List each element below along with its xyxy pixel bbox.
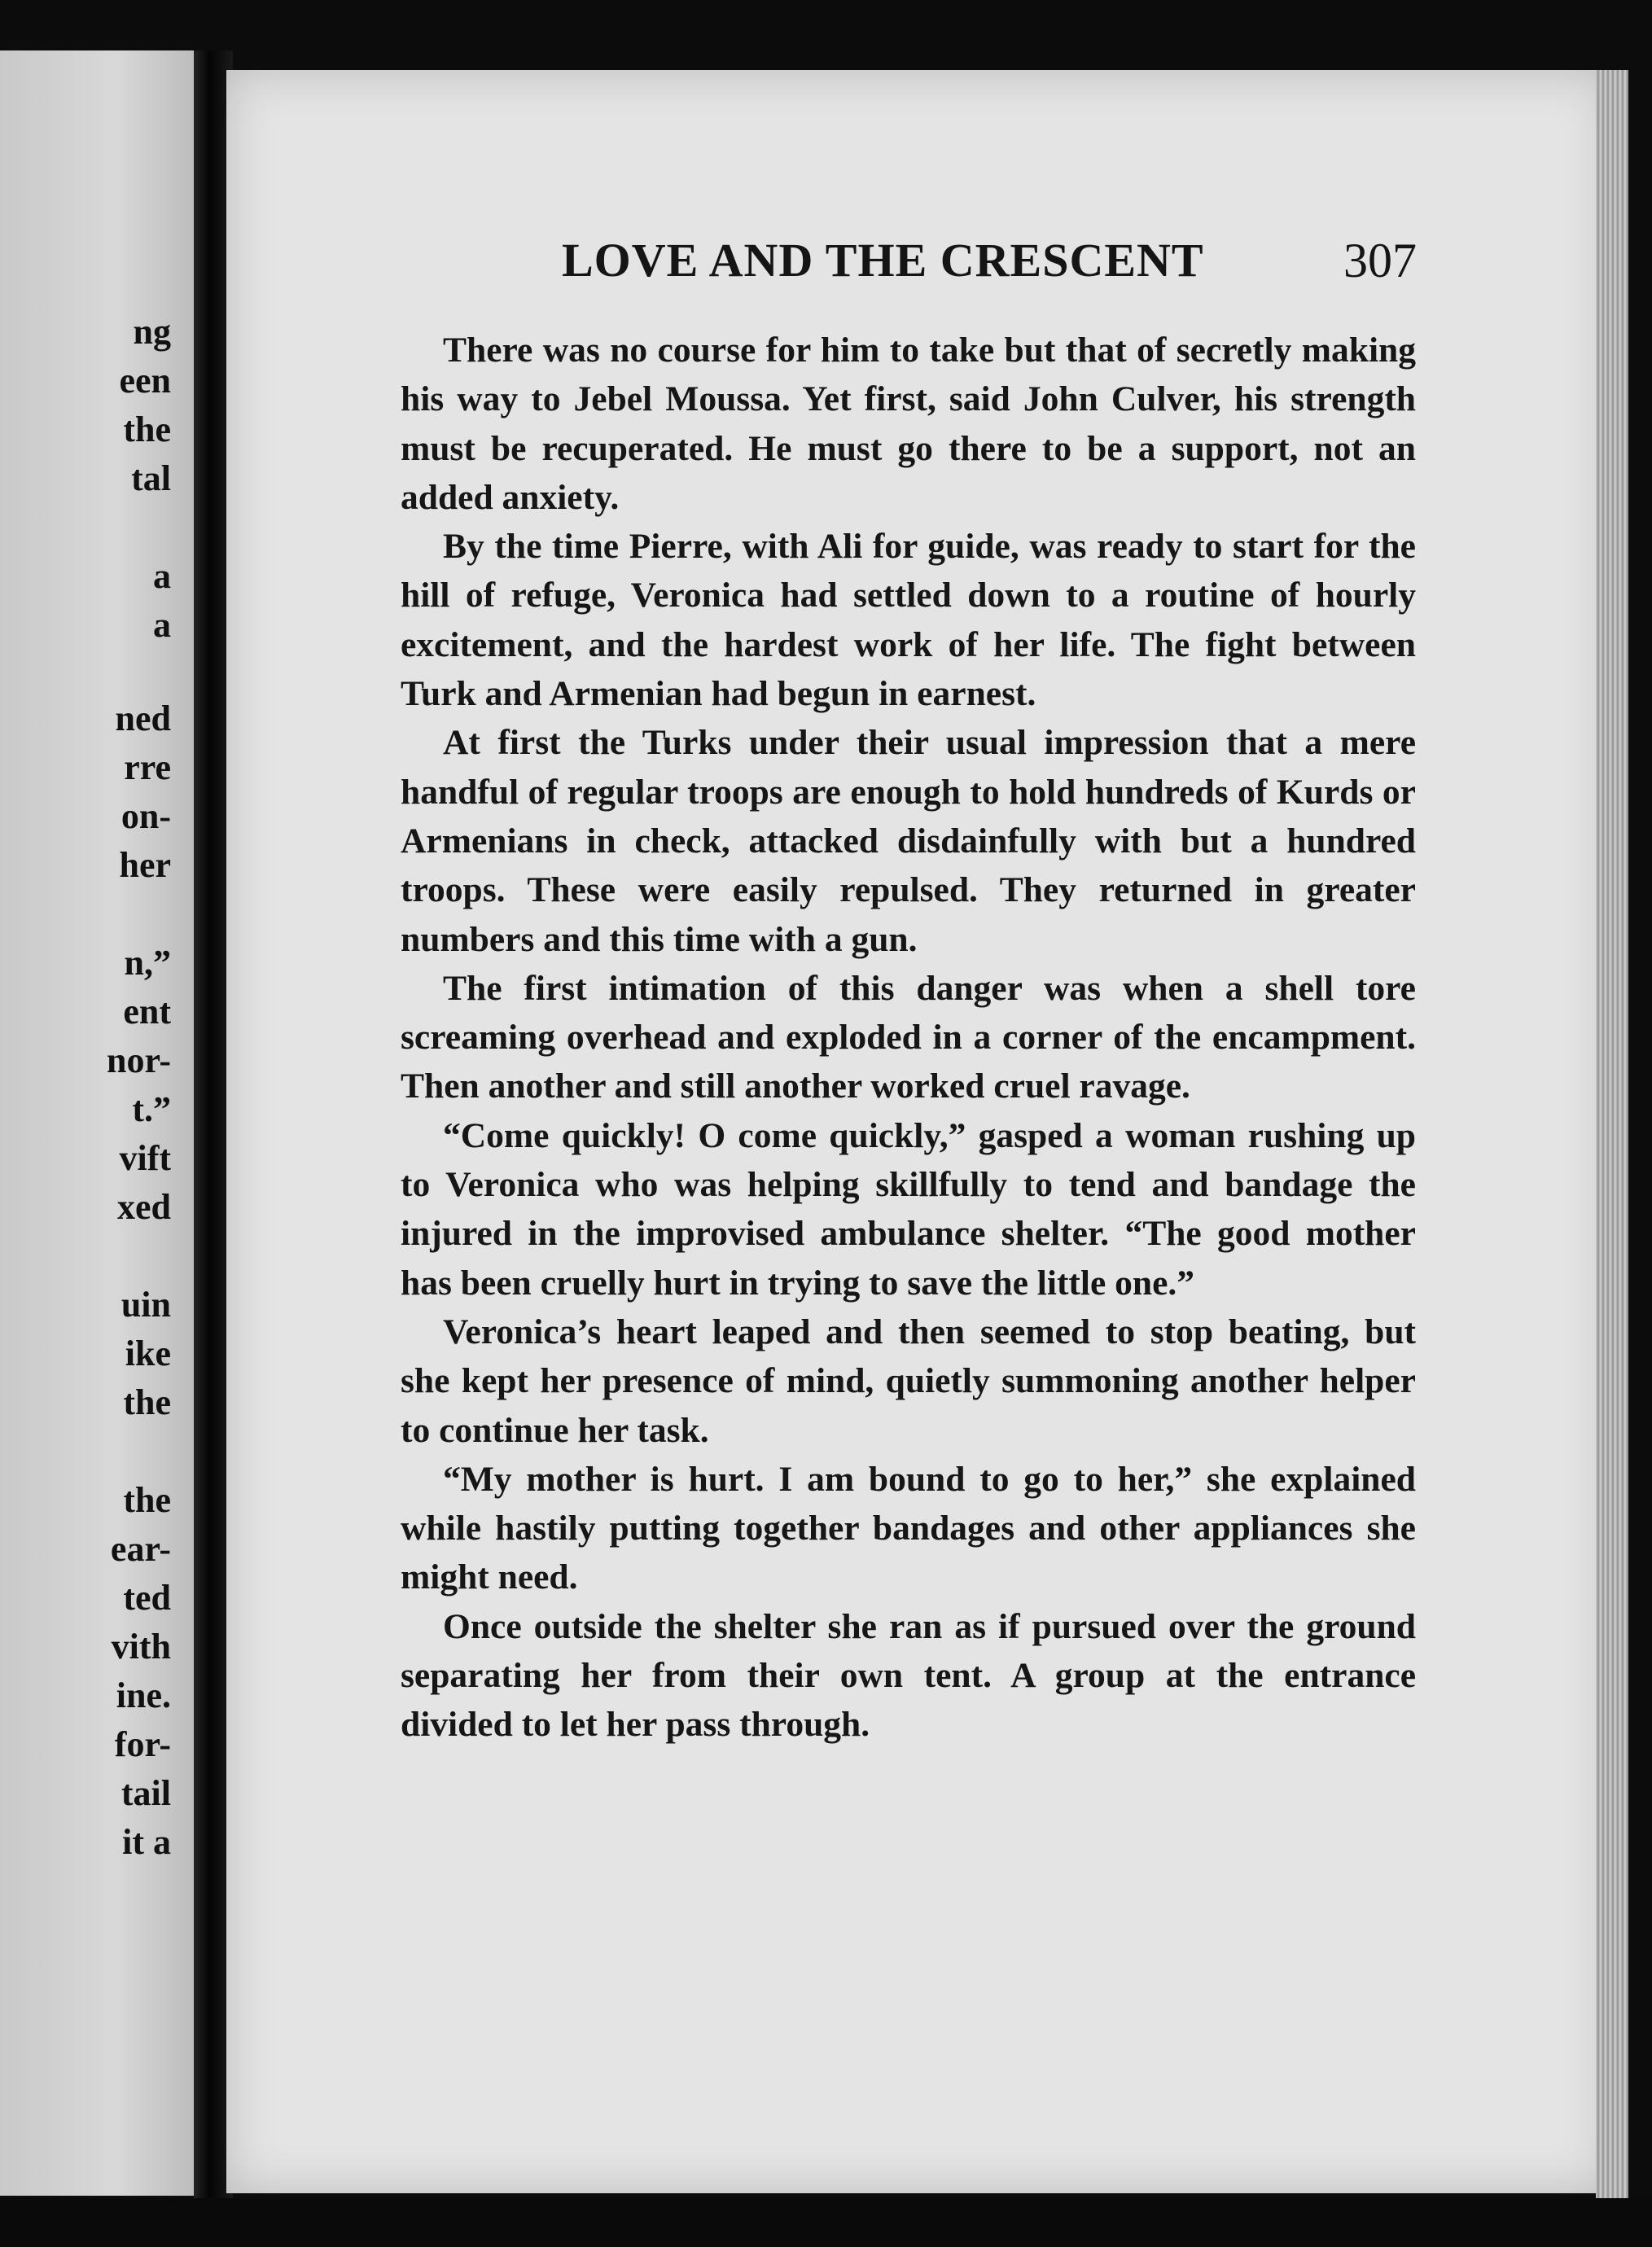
page-header [562,233,1417,290]
facing-page-word: her [119,845,171,885]
facing-page-fragment [0,50,194,2196]
facing-page-word: ine. [116,1675,171,1715]
facing-page-word: the [123,1480,171,1520]
facing-page-word: nor- [106,1040,171,1080]
facing-page-word: een [119,361,171,401]
body-text [401,326,1416,1750]
facing-page-word: ike [125,1334,171,1373]
facing-page-word: t.” [132,1089,171,1129]
facing-page-word: tail [121,1773,171,1813]
paragraph: The first intimation of this danger was when a shell tore screaming overhead and exploded in a corner of the encampment. Then another and still another worked cruel ravage. [401,968,1416,1106]
facing-page-word: it a [122,1822,171,1862]
facing-page-word: uin [121,1285,171,1325]
facing-page-word: ng [133,312,171,352]
paragraph: “Come quickly! O come quickly,” gasped a woman rushing up to Veronica who was helping skillfully to tend and bandage the injured in the improvised ambulance shelter. “The good mother has been cruelly hurt in trying to save the little one.” [401,1115,1416,1303]
facing-page-word: ent [123,992,171,1032]
facing-page-word: the [123,410,171,449]
page-edge [1596,70,1628,2203]
paragraph: There was no course for him to take but that of secretly making his way to Jebel Moussa. Yet first, said John Culver, his strength must be recuperated. He must go there to be a support, not an added anxiety. [401,331,1416,517]
facing-page-word: tal [131,458,171,498]
paragraph: Once outside the shelter she ran as if pursued over the ground separating her from their own tent. A group at the entrance divided to let her pass through. [401,1606,1416,1745]
facing-page-word: ted [123,1578,171,1618]
facing-page-word: ear- [110,1529,171,1569]
facing-page-word: on- [121,796,171,836]
paragraph: At first the Turks under their usual impression that a mere handful of regular troops are enough to hold hundreds of Kurds or Armenians in check, attacked disdainfully with but a hundred troops. These were easily repulsed. They returned in greater numbers and this time with a gun. [401,723,1416,959]
facing-page-word: for- [114,1724,171,1764]
page-number: 307 [1343,234,1417,287]
facing-page-word: ned [115,699,171,738]
scan-bottom-border [0,2198,1652,2247]
facing-page-word: vift [119,1138,171,1178]
paragraph: By the time Pierre, with Ali for guide, was ready to start for the hill of refuge, Veronica had settled down to a routine of hourly excitement, and the hardest work of her life. The fight between Turk and Armenian had begun in earnest. [401,527,1416,714]
facing-page-word: vith [111,1627,171,1667]
facing-page-word: n,” [124,943,171,983]
paragraph: “My mother is hurt. I am bound to go to her,” she explained while hastily putting together bandages and other appliances she might need. [401,1459,1416,1597]
paragraph: Veronica’s heart leaped and then seemed to stop beating, but she kept her presence of mind, quietly summoning another helper to continue her task. [401,1312,1416,1450]
facing-page-word: the [123,1382,171,1422]
running-title: LOVE AND THE CRESCENT [562,234,1204,287]
facing-page-word: xed [117,1187,171,1227]
facing-page-word: a [153,605,171,645]
facing-page-word: rre [124,747,171,787]
facing-page-word: a [153,556,171,596]
